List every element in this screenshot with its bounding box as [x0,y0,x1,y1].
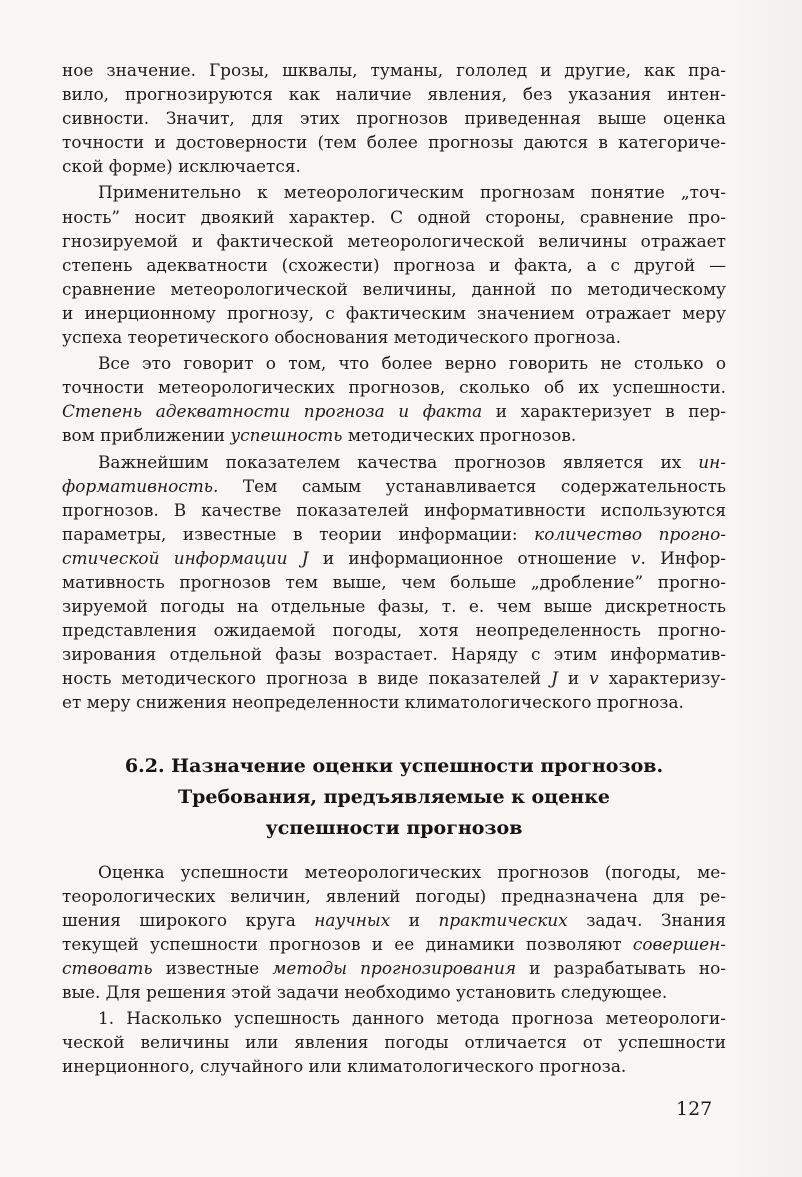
text-line: степень адекватности (схожести) прогноза и факта, а с другой — [62,254,726,275]
text-line: теорологических величин, явлений погоды) предназначена для ре- [62,885,726,906]
text-line: Все это говорит о том, что более верно говорить не столько о [98,353,726,374]
italic-term: ствовать [62,957,153,978]
text-line: зирования отдельной фазы возрастает. Наряду с этим информатив- [62,644,726,665]
text-line: Оценка успешности метеорологических прогнозов (погоды, ме- [98,861,726,882]
text-line: точности и достоверности (тем более прогнозы даются в категориче- [62,132,726,153]
italic-term: стической информации J [62,547,309,568]
text-line: гнозируемой и фактической метеорологической величины отражает [62,230,726,251]
variable-v: v [589,668,599,689]
italic-term: практических [438,909,568,930]
text-line: ность” носит двоякий характер. С одной стороны, сравнение про- [62,206,726,227]
italic-term: научных [314,909,391,930]
text-line: ное значение. Грозы, шквалы, туманы, гололед и другие, как пра- [62,60,726,80]
italic-term: совершен- [632,933,726,954]
text-line: инерционного, случайного или климатологического прогноза. [62,1056,627,1077]
text-line: вило, прогнозируются как наличие явления, без указания интен- [62,84,726,105]
text-line: шения широкого круга научных и практических задач. Знания [62,909,726,930]
italic-term: Степень адекватности прогноза и факта [62,401,483,422]
italic-term: количество прогно- [534,523,726,544]
text-line: вые. Для решения этой задачи необходимо установить следующее. [62,982,668,1002]
text-line: прогнозов. В качестве показателей информативности используются [62,499,726,520]
text-line: ет меру снижения неопределенности климатологического прогноза. [62,692,684,713]
page-number: 127 [676,1098,713,1120]
variable-v: v [630,547,641,568]
paragraph-informativeness [62,450,726,715]
text-line: ствовать известные методы прогнозирования и разрабатывать но- [62,957,726,978]
paragraph-purpose [62,860,726,1005]
text-line: сравнение метеорологической величины, данной по методическому [62,278,726,299]
text-line: вом приближении успешность методических прогнозов. [62,425,577,446]
text-line: формативность. Тем самым устанавливается содержательность [62,475,726,496]
text-line: Применительно к метеорологическим прогнозам понятие „точ- [98,182,726,203]
text-line: мативность прогнозов тем выше, чем больше „дробление” прогно- [62,571,726,592]
heading-line: успешности прогнозов [265,816,523,839]
italic-term: ин- [698,451,726,472]
italic-term: формативность. [62,475,219,496]
italic-term: успешность [230,425,343,446]
variable-j: J [551,668,558,689]
text-line: и инерционному прогнозу, с фактическим значением отражает меру [62,302,726,323]
section-heading [62,751,726,844]
text-line: стической информации J и информационное отношение v. Инфор- [62,547,726,568]
paragraph-accuracy [62,180,726,349]
paragraph-continuation [62,58,726,178]
text-line: текущей успешности прогнозов и ее динамики позволяют совершен- [62,933,726,954]
text-line: Степень адекватности прогноза и факта и характеризует в пер- [62,401,726,422]
text-line: 1. Насколько успешность данного метода прогноза метеорологи- [98,1008,726,1029]
italic-term: методы прогнозирования [272,957,517,978]
heading-line: 6.2. Назначение оценки успешности прогнозов. [124,754,664,777]
paragraph-success [62,351,726,447]
text-line: сивности. Значит, для этих прогнозов приведенная выше оценка [62,108,726,129]
text-line: точности метеорологических прогнозов, сколько об их успешности. [62,377,726,398]
text-line: ность методического прогноза в виде показателей J и v характеризу- [62,668,726,689]
paragraph-item-1 [62,1006,726,1078]
body-text [62,58,726,1078]
page-edge-shadow [732,0,802,1177]
heading-line: Требования, предъявляемые к оценке [177,785,611,808]
text-line: представления ожидаемой погоды, хотя неопределенность прогно- [62,620,726,641]
text-line: параметры, известные в теории информации: количество прогно- [62,523,726,544]
text-line: ской форме) исключается. [62,156,301,177]
text-line: ческой величины или явления погоды отличается от успешности [62,1032,726,1053]
text-line: зируемой погоды на отдельные фазы, т. е. чем выше дискретность [62,596,726,617]
text-line: Важнейшим показателем качества прогнозов является их ин- [98,451,726,472]
text-line: успеха теоретического обоснования методического прогноза. [62,327,621,348]
